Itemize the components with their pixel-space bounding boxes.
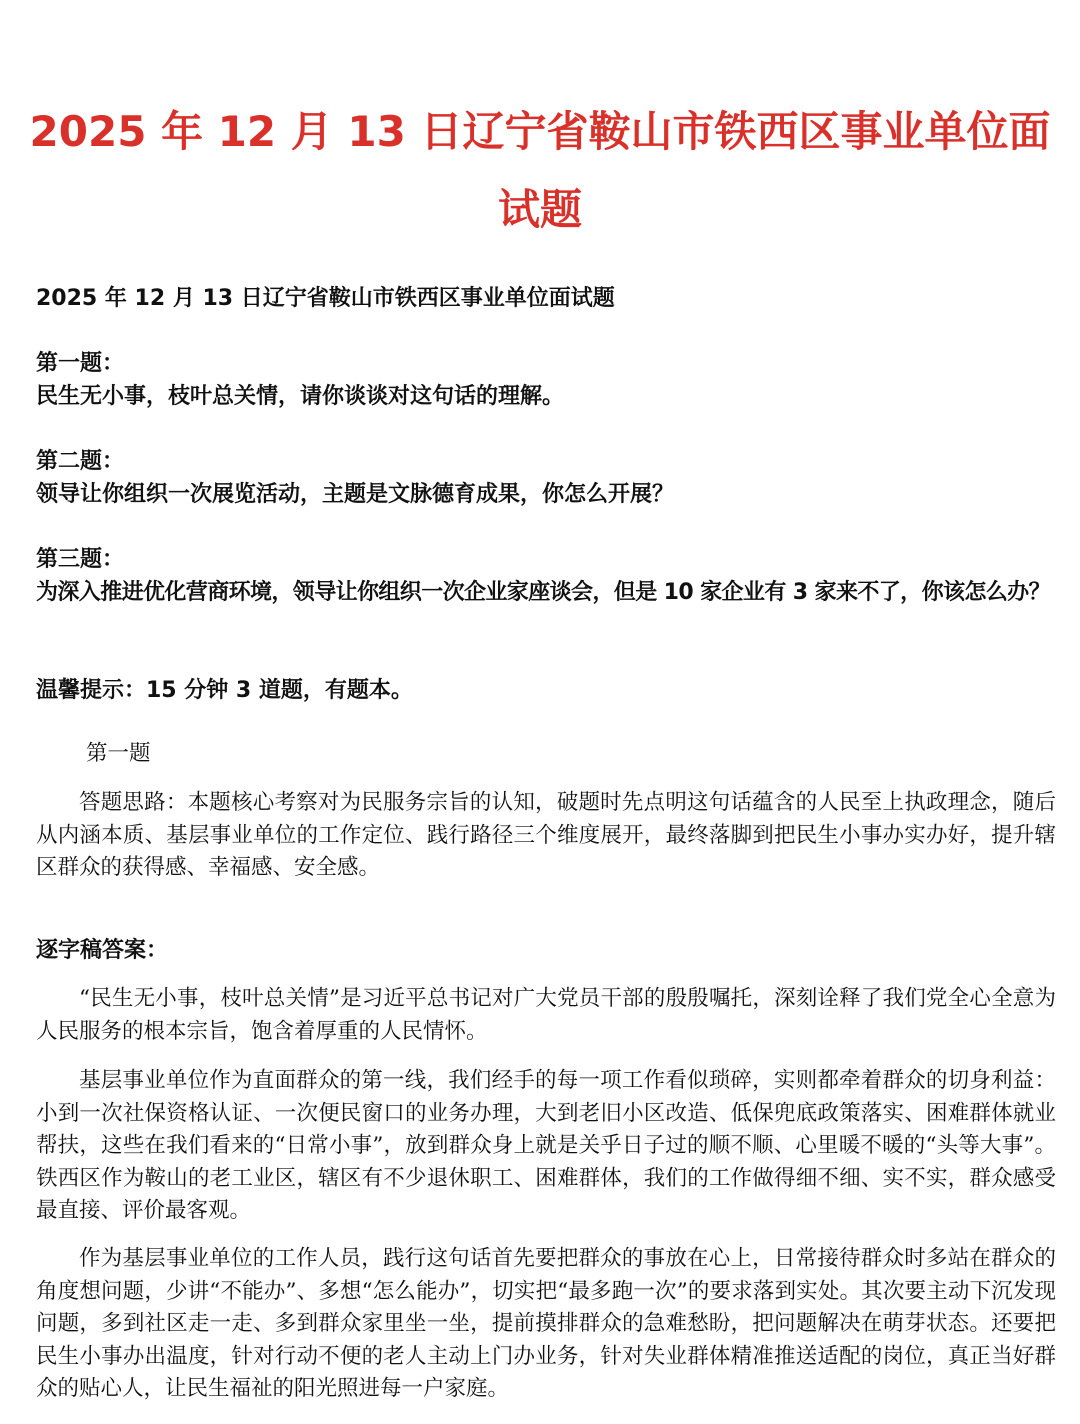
question-3-text: 为深入推进优化营商环境，领导让你组织一次企业家座谈会，但是 10 家企业有 3 家来不了，你该怎么办？ <box>36 580 1050 605</box>
document-subtitle: 2025 年 12 月 13 日辽宁省鞍山市铁西区事业单位面试题 <box>36 286 615 311</box>
tip-text: 温馨提示：15 分钟 3 道题，有题本。 <box>36 678 413 703</box>
question-1-label: 第一题： <box>36 351 125 376</box>
answer-paragraph-1: “民生无小事，枝叶总关情”是习近平总书记对广大党员干部的殷殷嘱托，深刻诠释了我们党全心全意为人民服务的根本宗旨，饱含着厚重的人民情怀。 <box>36 986 1056 1044</box>
answer-heading: 逐字稿答案： <box>36 938 169 963</box>
question-1-text: 民生无小事，枝叶总关情，请你谈谈对这句话的理解。 <box>36 384 565 409</box>
analysis-approach: 答题思路：本题核心考察对为民服务宗旨的认知，破题时先点明这句话蕴含的人民至上执政理念，随后从内涵本质、基层事业单位的工作定位、践行路径三个维度展开，最终落脚到把民生小事办实办好，提升辖区群众的获得感、幸福感、安全感。 <box>36 790 1056 880</box>
question-3-label: 第三题： <box>36 547 125 572</box>
page-title-line-2: 试题 <box>497 185 582 234</box>
question-2-text: 领导让你组织一次展览活动，主题是文脉德育成果，你怎么开展？ <box>36 482 675 507</box>
question-2-label: 第二题： <box>36 449 125 474</box>
page-title-line-1: 2025 年 12 月 13 日辽宁省鞍山市铁西区事业单位面 <box>29 107 1051 156</box>
answer-paragraph-2: 基层事业单位作为直面群众的第一线，我们经手的每一项工作看似琐碎，实则都牵着群众的切身利益：小到一次社保资格认证、一次便民窗口的业务办理，大到老旧小区改造、低保兜底政策落实、困难群体就业帮扶，这些在我们看来的“日常小事”，放到群众身上就是关乎日子过的顺不顺、心里暖不暖的“头等大事”。铁西区作为鞍山的老工业区，辖区有不少退休职工、困难群体，我们的工作做得细不细、实不实，群众感受最直接、评价最客观。 <box>36 1068 1056 1223</box>
analysis-heading: 第一题 <box>86 741 151 766</box>
answer-paragraph-3: 作为基层事业单位的工作人员，践行这句话首先要把群众的事放在心上，日常接待群众时多站在群众的角度想问题，少讲“不能办”、多想“怎么能办”，切实把“最多跑一次”的要求落到实处。其次要主动下沉发现问题，多到社区走一走、多到群众家里坐一坐，提前摸排群众的急难愁盼，把问题解决在萌芽状态。还要把民生小事办出温度，针对行动不便的老人主动上门办业务，针对失业群体精准推送适配的岗位，真正当好群众的贴心人，让民生福祉的阳光照进每一户家庭。 <box>36 1246 1056 1401</box>
